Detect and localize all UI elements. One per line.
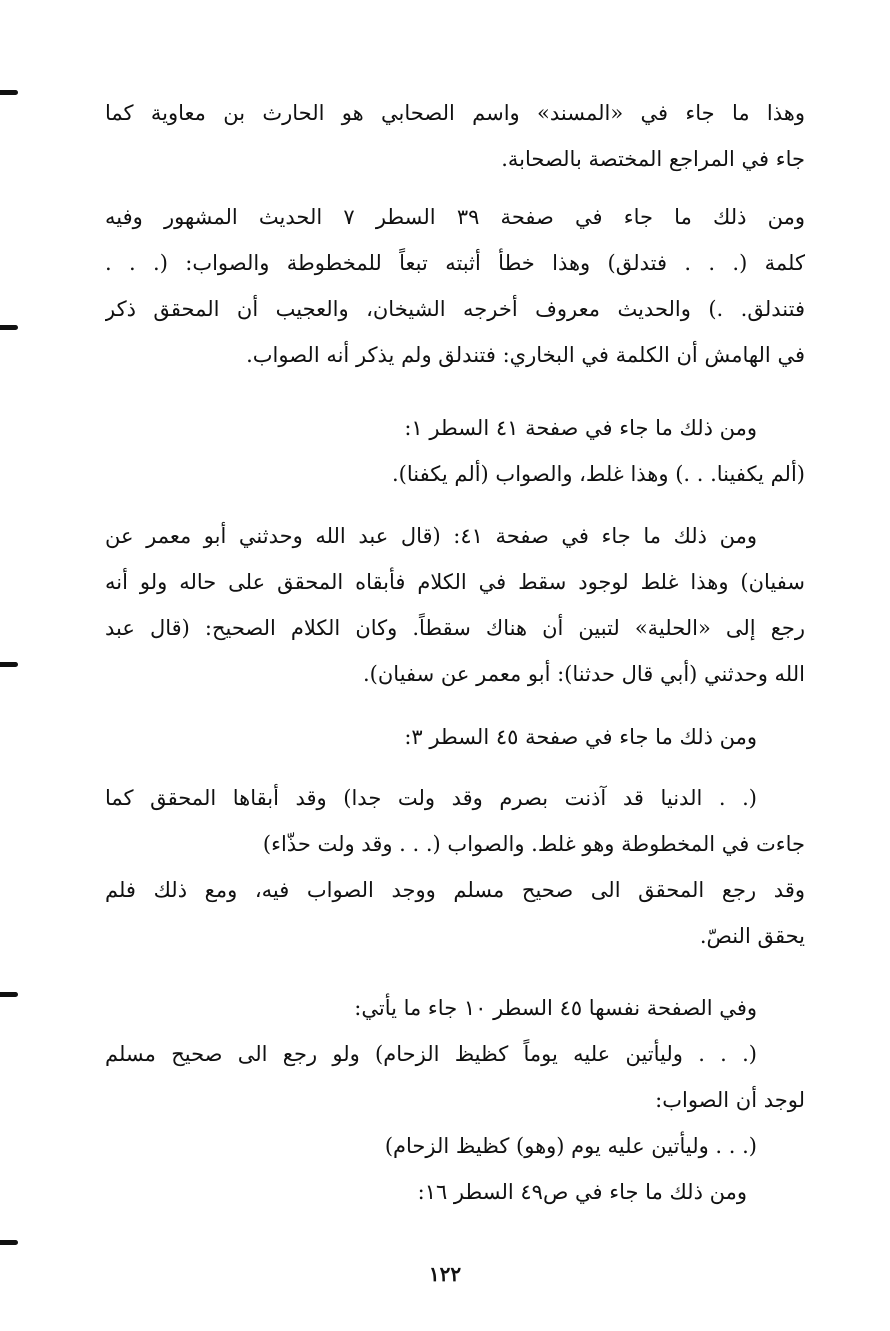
text-line: (ألم يكفينا. . .) وهذا غلط، والصواب (ألم يكفنا).	[392, 462, 805, 486]
text-line: الله وحدثني (أبي قال حدثنا): أبو معمر عن سفيان).	[363, 662, 805, 686]
paragraph	[105, 714, 805, 760]
text-line: يحقق النصّ.	[699, 924, 805, 948]
text-line: كلمة (. . . فتدلق) وهذا خطأ أثبته تبعاً للمخطوطة والصواب: (. . .	[105, 251, 805, 275]
text-line: فتندلق. .) والحديث معروف أخرجه الشيخان، والعجيب أن المحقق ذكر	[105, 297, 805, 321]
paragraph	[105, 985, 805, 1215]
text-line: سفيان) وهذا غلط لوجود سقط في الكلام فأبقاه المحقق على حاله ولو أنه	[105, 570, 805, 594]
text-line: في الهامش أن الكلمة في البخاري: فتندلق ولم يذكر أنه الصواب.	[246, 343, 805, 367]
margin-mark	[0, 1240, 18, 1245]
margin-mark	[0, 90, 18, 95]
text-line: وفي الصفحة نفسها ٤٥ السطر ١٠ جاء ما يأتي:	[354, 996, 757, 1020]
margin-mark	[0, 992, 18, 997]
text-line: (. . . وليأتين عليه يوم (وهو) كظيظ الزحام)	[384, 1134, 757, 1158]
text-line: ومن ذلك ما جاء في صفحة ٤١ السطر ١:	[404, 416, 757, 440]
text-line: (. . . وليأتين عليه يوماً كظيظ الزحام) ولو رجع الى صحيح مسلم	[105, 1042, 757, 1066]
page-number: ١٢٢	[428, 1262, 462, 1286]
margin-mark	[0, 662, 18, 667]
margin-mark	[0, 325, 18, 330]
paragraph	[105, 513, 805, 697]
text-line: (. . الدنيا قد آذنت بصرم وقد ولت جدا) وقد أبقاها المحقق كما	[105, 786, 757, 810]
text-line: ومن ذلك ما جاء في ص٤٩ السطر ١٦:	[417, 1180, 747, 1204]
text-line: ومن ذلك ما جاء في صفحة ٣٩ السطر ٧ الحديث المشهور وفيه	[105, 205, 805, 229]
text-line: لوجد أن الصواب:	[655, 1088, 805, 1112]
text-line: ومن ذلك ما جاء في صفحة ٤١: (قال عبد الله وحدثني أبو معمر عن	[105, 524, 757, 548]
text-line: رجع إلى «الحلية» لتبين أن هناك سقطاً. وكان الكلام الصحيح: (قال عبد	[105, 616, 805, 640]
text-line: وقد رجع المحقق الى صحيح مسلم ووجد الصواب فيه، ومع ذلك فلم	[105, 878, 805, 902]
paragraph	[105, 775, 805, 959]
paragraph	[105, 405, 805, 497]
text-line: وهذا ما جاء في «المسند» واسم الصحابي هو الحارث بن معاوية كما	[105, 101, 805, 125]
text-line: جاءت في المخطوطة وهو غلط. والصواب (. . . وقد ولت حذّاء)	[262, 832, 805, 856]
text-line: ومن ذلك ما جاء في صفحة ٤٥ السطر ٣:	[404, 725, 757, 749]
paragraph	[105, 194, 805, 378]
text-line: جاء في المراجع المختصة بالصحابة.	[501, 147, 805, 171]
paragraph	[105, 90, 805, 182]
